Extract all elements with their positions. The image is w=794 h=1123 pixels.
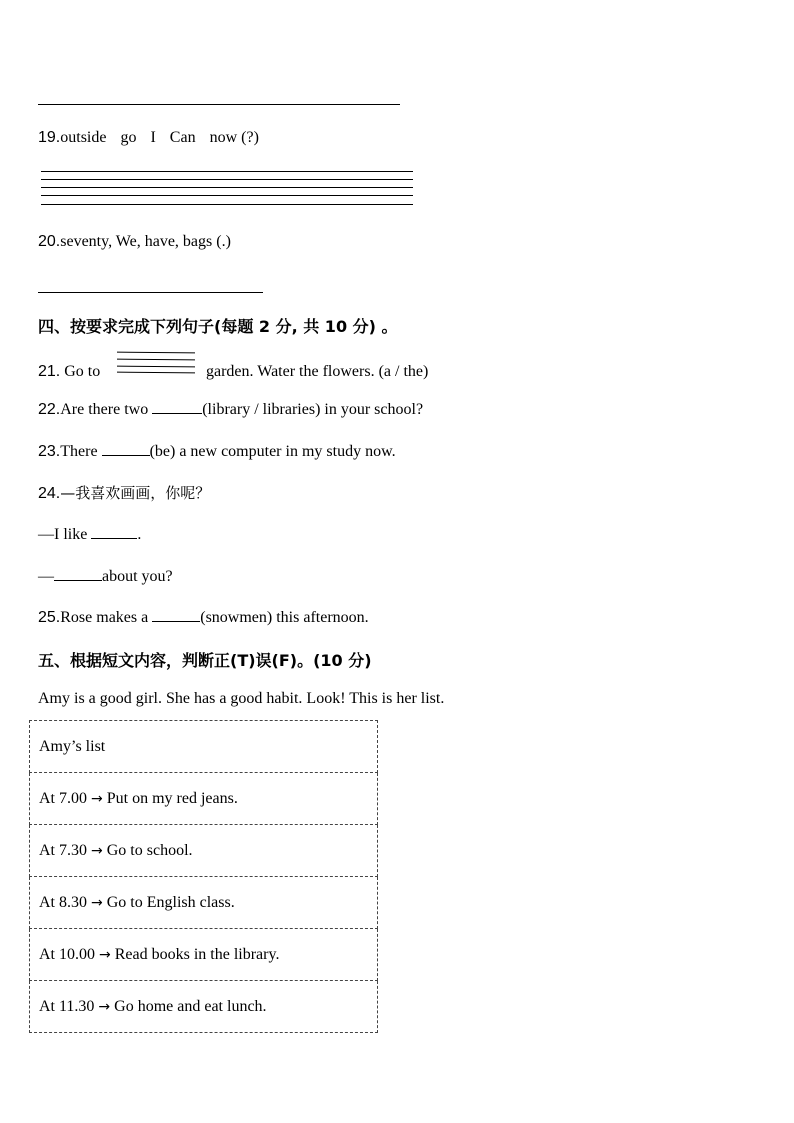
- question-24: [38, 482, 210, 503]
- question-20: [38, 233, 231, 251]
- question-24-line-2: [38, 566, 173, 586]
- arrow-right-icon: →: [99, 946, 111, 963]
- list-time: At 7.30: [39, 841, 87, 859]
- question-number: 19.: [38, 129, 61, 146]
- answer-blank[interactable]: [152, 607, 200, 622]
- question-text-after: (snowmen) this afternoon.: [200, 609, 369, 626]
- arrow-right-icon: →: [91, 842, 103, 859]
- question-number: 24.: [38, 485, 61, 502]
- question-text-before: Are there two: [60, 401, 149, 418]
- word: go: [120, 129, 137, 146]
- question-22: [38, 399, 423, 419]
- answer-blank[interactable]: [54, 566, 102, 581]
- answer-line-18: [38, 104, 400, 105]
- question-text-before: Rose makes a: [60, 609, 149, 626]
- answer-blank[interactable]: [91, 524, 137, 539]
- word: outside: [60, 129, 107, 146]
- question-24-line-1: [38, 524, 141, 544]
- question-text-after: (be) a new computer in my study now.: [149, 443, 396, 460]
- question-text-before: Go to: [64, 363, 101, 380]
- list-time: At 8.30: [39, 893, 87, 911]
- question-text-after: about you?: [102, 568, 173, 585]
- question-text-before: There: [60, 443, 98, 460]
- word: now (?): [209, 129, 259, 146]
- amy-list-table: [29, 720, 378, 1033]
- list-task: Put on my red jeans.: [106, 789, 238, 807]
- list-task: Go to school.: [106, 841, 193, 859]
- answer-blank[interactable]: [152, 399, 202, 414]
- question-prompt: —我喜欢画画，你呢？: [60, 484, 211, 502]
- question-text-before: —: [38, 568, 54, 585]
- list-title: Amy’s list: [30, 721, 378, 773]
- list-task: Go to English class.: [106, 893, 235, 911]
- table-row: [30, 981, 378, 1033]
- table-row: [30, 877, 378, 929]
- table-row: [30, 825, 378, 877]
- table-row: [30, 721, 378, 773]
- answer-line-20: [38, 292, 263, 293]
- answer-blank[interactable]: [102, 441, 150, 456]
- question-number: 22.: [38, 401, 61, 418]
- table-row: [30, 773, 378, 825]
- section-4-heading: 四、按要求完成下列句子(每题 2 分, 共 10 分) 。: [38, 317, 398, 336]
- question-number: 23.: [38, 443, 61, 460]
- section-5-heading: 五、根据短文内容，判断正(T)误(F)。(10 分): [38, 651, 372, 670]
- arrow-right-icon: →: [98, 998, 111, 1015]
- arrow-right-icon: →: [91, 894, 103, 911]
- question-23: [38, 441, 396, 461]
- word: I: [150, 129, 156, 146]
- question-number: 21.: [38, 363, 61, 380]
- list-time: At 7.00: [39, 789, 87, 807]
- list-time: At 11.30: [39, 997, 95, 1015]
- question-19: [38, 129, 259, 147]
- word: Can: [169, 129, 196, 146]
- question-text: seventy, We, have, bags (.): [60, 233, 231, 250]
- question-number: 20.: [38, 233, 61, 250]
- question-21: [38, 363, 100, 381]
- question-25: [38, 607, 369, 627]
- question-text-after: .: [137, 526, 142, 543]
- question-text-after: garden. Water the flowers. (a / the): [206, 363, 429, 380]
- reading-passage: Amy is a good girl. She has a good habit. Look! This is her list.: [38, 690, 445, 707]
- question-text-before: —I like: [38, 526, 88, 543]
- table-row: [30, 929, 378, 981]
- list-task: Read books in the library.: [114, 945, 280, 963]
- arrow-right-icon: →: [91, 790, 103, 807]
- question-text-after: (library / libraries) in your school?: [202, 401, 424, 418]
- list-task: Go home and eat lunch.: [114, 997, 267, 1015]
- list-time: At 10.00: [39, 945, 95, 963]
- question-number: 25.: [38, 609, 61, 626]
